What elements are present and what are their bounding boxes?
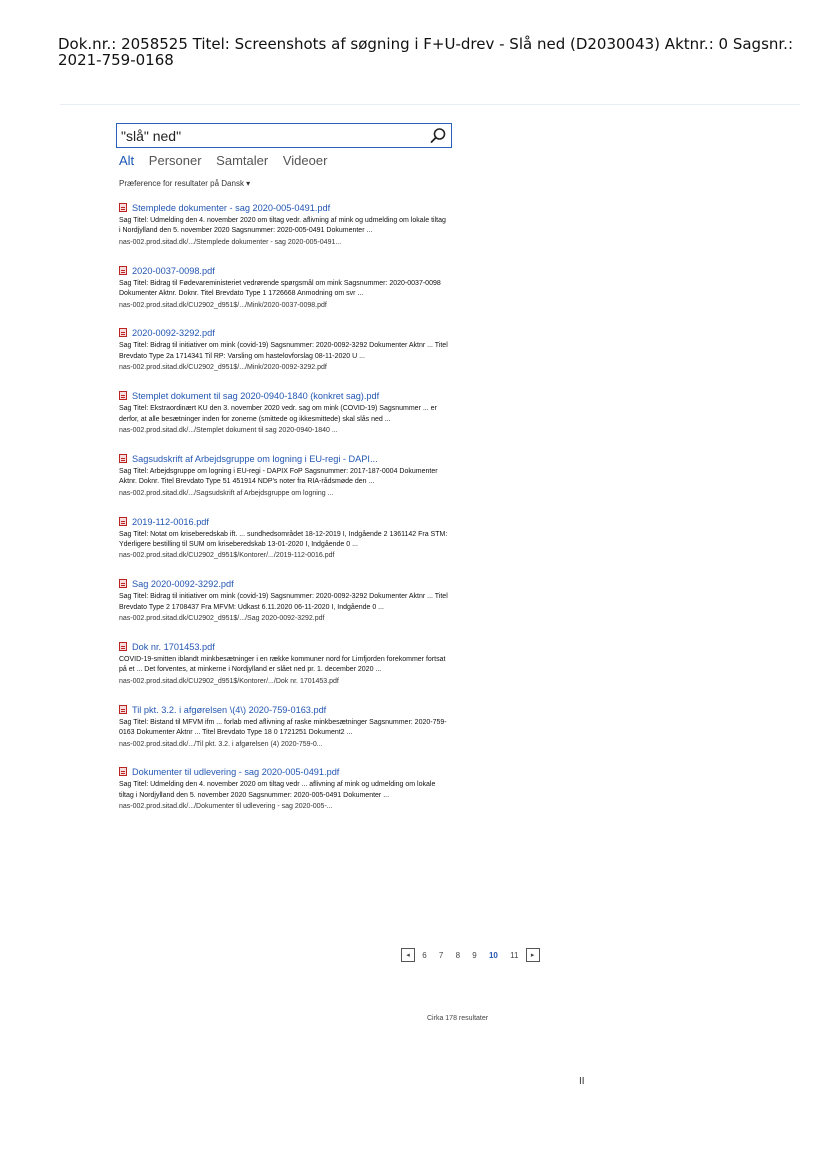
result-title-link[interactable] (119, 578, 449, 590)
result-title-link[interactable] (119, 641, 449, 653)
next-page-button[interactable]: ▸ (526, 948, 540, 962)
result-url: nas-002.prod.sitad.dk/.../Stemplede dokumenter - sag 2020-005-0491... (119, 238, 342, 246)
result-count: Cirka 178 resultater (427, 1015, 489, 1022)
search-result (119, 390, 449, 436)
tab-personer[interactable]: Personer (148, 153, 202, 168)
result-url: nas-002.prod.sitad.dk/.../Sagsudskrift af Arbejdsgruppe om logning ... (119, 489, 334, 497)
result-title[interactable]: Stemplede dokumenter - sag 2020-005-0491.pdf (132, 203, 331, 213)
search-icon[interactable] (429, 127, 447, 145)
search-result (119, 327, 449, 373)
search-result (119, 265, 449, 311)
result-url: nas-002.prod.sitad.dk/CU2902_d951$/.../Sag 2020-0092-3292.pdf (119, 615, 325, 623)
result-snippet: COVID-19-smitten iblandt minkbesætninger i en række kommuner nord for Limfjorden forekommer fortsat på et ... Det forventes, at minkerne i Nordjylland er slået ned pr. 1. december 2020 ... (119, 656, 446, 674)
result-snippet: Sag Titel: Ekstraordinært KU den 3. november 2020 vedr. sag om mink (COVID-19) Sagsnummer ... er derfor, at alle besætninger inden for zonerne (smittede og ikkesmittede) skal slås ned ... (119, 405, 437, 423)
result-title-link[interactable] (119, 327, 449, 339)
document-header (58, 36, 798, 68)
page-link-10-current[interactable]: 10 (488, 950, 498, 960)
search-result (119, 202, 449, 248)
search-result (119, 766, 449, 812)
result-snippet: Sag Titel: Bistand til MFVM ifm ... forlab med aflivning af raske minkbesætninger Sagsnummer: 2020-759-0163 Dokumenter Aktnr ... Titel Brevdato Type 18 0 1721251 Dokument2 ... (119, 718, 447, 737)
document-header-line-1: Dok.nr.: 2058525 Titel: Screenshots af søgning i F+U-drev - Slå ned (D2030043) Aktnr.: 0 Sagsnr.: (58, 35, 793, 53)
page-link-6[interactable]: 6 (422, 950, 427, 960)
pdf-file-icon (119, 391, 127, 400)
result-url: nas-002.prod.sitad.dk/CU2902_d951$/Kontorer/.../2019-112-0016.pdf (119, 552, 335, 560)
page-link-11[interactable]: 11 (510, 950, 519, 960)
page-number: II (579, 1076, 585, 1087)
result-snippet: Sag Titel: Bidrag til Fødevareministeriet vedrørende spørgsmål om mink Sagsnummer: 2020-0037-0098 Dokumenter Aktnr. Doknr. Titel Brevdato Type 1 1726668 Anmodning om svr ... (119, 279, 441, 298)
result-snippet: Sag Titel: Udmelding den 4. november 2020 om tiltag vedr. aflivning af mink og udmelding om lokale tiltag i Nordjylland den 5. november 2020 Sagsnummer: 2020-005-0491 Dokumenter ... (119, 217, 446, 235)
result-title-link[interactable] (119, 453, 449, 465)
result-title[interactable]: 2020-0092-3292.pdf (132, 328, 215, 339)
tab-alt[interactable]: Alt (119, 153, 135, 168)
result-snippet: Sag Titel: Arbejdsgruppe om logning i EU-regi - DAPIX FoP Sagsnummer: 2017-187-0004 Dokumenter Aktnr. Doknr. Titel Brevdato Type 51 451914 NDP's noter fra RIA-rådsmøde den ... (119, 467, 438, 486)
result-url: nas-002.prod.sitad.dk/CU2902_d951$/.../Mink/2020-0037-0098.pdf (119, 301, 327, 309)
result-url: nas-002.prod.sitad.dk/.../Stemplet dokument til sag 2020-0940-1840 ... (119, 426, 338, 434)
search-result (119, 578, 449, 624)
pdf-file-icon (119, 642, 127, 651)
result-title-link[interactable] (119, 390, 449, 402)
search-box (116, 123, 452, 148)
pdf-file-icon (119, 517, 127, 526)
search-result (119, 516, 449, 562)
result-title-link[interactable] (119, 516, 449, 528)
search-result (119, 704, 449, 750)
result-title[interactable]: Til pkt. 3.2. i afgørelsen \(4\) 2020-759-0163.pdf (132, 704, 327, 715)
result-snippet: Sag Titel: Notat om kriseberedskab ift. ... sundhedsområdet 18-12-2019 I, Indgående 2 1361142 Fra STM: Yderligere bestilling til SUM om kriseberedskab 13-01-2020 I, Indgående 0 ... (119, 530, 448, 548)
search-tabs (119, 153, 338, 168)
search-result (119, 453, 449, 499)
result-url: nas-002.prod.sitad.dk/CU2902_d951$/.../Mink/2020-0092-3292.pdf (119, 364, 327, 372)
divider (60, 104, 800, 105)
pdf-file-icon (119, 454, 127, 463)
search-result (119, 641, 449, 687)
result-title[interactable]: Sagsudskrift af Arbejdsgruppe om logning i EU-regi - DAPI... (132, 453, 378, 464)
pdf-file-icon (119, 328, 127, 337)
pdf-file-icon (119, 203, 127, 212)
result-snippet: Sag Titel: Udmelding den 4. november 2020 om tiltag vedr ... aflivning af mink og udmelding om lokale tiltag i Nordjylland den 5. november 2020 Sagsnummer: 2020-005-0491 Dokumenter ... (119, 781, 436, 799)
result-title[interactable]: Stemplet dokument til sag 2020-0940-1840 (konkret sag).pdf (132, 391, 380, 402)
previous-page-button[interactable]: ◂ (401, 948, 415, 962)
result-url: nas-002.prod.sitad.dk/CU2902_d951$/Kontorer/.../Dok nr. 1701453.pdf (119, 677, 339, 685)
page-link-8[interactable]: 8 (455, 950, 461, 960)
pdf-file-icon (119, 579, 127, 588)
page-link-7[interactable]: 7 (438, 950, 444, 960)
pdf-file-icon (119, 767, 127, 776)
result-title-link[interactable] (119, 265, 449, 277)
language-preference-dropdown[interactable]: Præference for resultater på Dansk ▾ (119, 179, 251, 188)
result-title[interactable]: Dokumenter til udlevering - sag 2020-005-0491.pdf (132, 767, 340, 778)
result-title-link[interactable] (119, 766, 449, 778)
result-title[interactable]: 2020-0037-0098.pdf (132, 265, 215, 276)
document-header-line-2: 2021-759-0168 (58, 51, 174, 69)
result-url: nas-002.prod.sitad.dk/.../Dokumenter til udlevering - sag 2020-005-... (119, 803, 333, 811)
pagination (401, 948, 540, 964)
page-link-9[interactable]: 9 (472, 950, 477, 960)
tab-samtaler[interactable]: Samtaler (216, 153, 269, 168)
result-title[interactable]: Dok nr. 1701453.pdf (132, 642, 215, 653)
pdf-file-icon (119, 705, 127, 714)
tab-videoer[interactable]: Videoer (282, 153, 328, 168)
result-title-link[interactable] (119, 704, 449, 716)
result-url: nas-002.prod.sitad.dk/.../Til pkt. 3.2. i afgørelsen (4) 2020-759-0... (119, 740, 323, 748)
pdf-file-icon (119, 266, 127, 275)
result-title-link[interactable] (119, 202, 449, 214)
result-title[interactable]: Sag 2020-0092-3292.pdf (132, 579, 234, 590)
result-title[interactable]: 2019-112-0016.pdf (132, 516, 209, 527)
search-results (119, 202, 449, 829)
search-input[interactable] (121, 126, 421, 145)
result-snippet: Sag Titel: Bidrag til initiativer om mink (covid-19) Sagsnummer: 2020-0092-3292 Dokumenter Aktnr ... Titel Brevdato Type 2 1708437 Fra MFVM: Udkast 6.11.2020 06-11-2020 I, Indgående 0 ... (119, 593, 448, 611)
result-snippet: Sag Titel: Bidrag til initiativer om mink (covid-19) Sagsnummer: 2020-0092-3292 Dokumenter Aktnr ... Titel Brevdato Type 2a 1714341 Til RP: Varsling om hastelovforslag 08-11-2020 U ... (119, 342, 448, 360)
